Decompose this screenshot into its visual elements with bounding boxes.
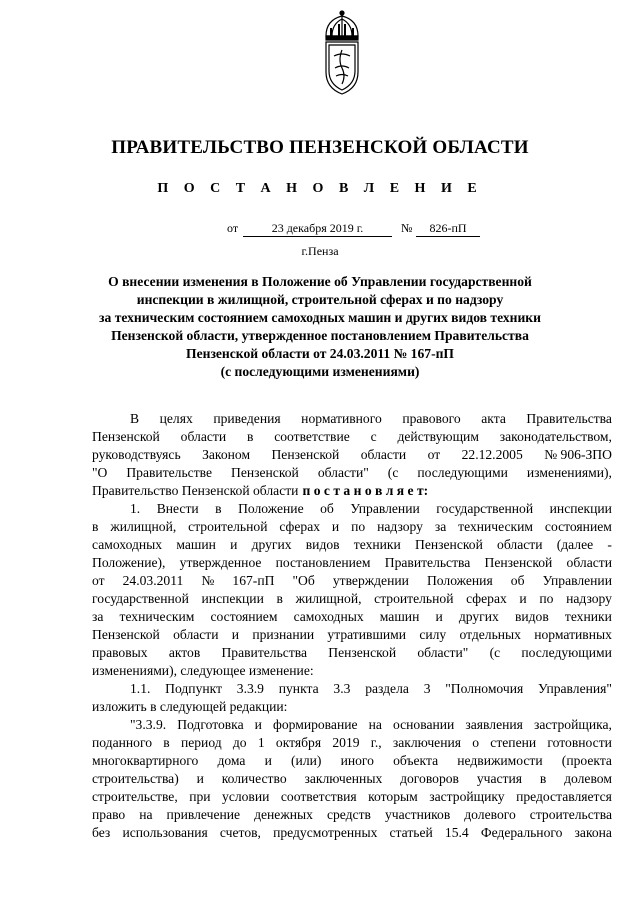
body-word: Законом	[202, 447, 251, 462]
body-word: и	[435, 609, 443, 624]
body-word: строительства	[529, 807, 612, 822]
body-word: и	[230, 537, 238, 552]
body-word: Положение),	[92, 555, 166, 570]
body-word: соответствие	[274, 429, 350, 444]
body-word: Управлении	[542, 573, 612, 588]
body-word: Управления"	[538, 681, 612, 696]
body-line	[92, 626, 612, 644]
body-word: самоходных	[293, 609, 364, 624]
body-word: условии	[222, 789, 270, 804]
body-word: актов	[168, 645, 201, 660]
body-word: и	[254, 717, 262, 732]
body-word: строительстве,	[92, 789, 178, 804]
body-word: иного	[340, 753, 374, 768]
body-word: целях	[159, 411, 193, 426]
body-word: нормативного	[301, 411, 382, 426]
body-line	[92, 428, 612, 446]
body-word: на	[139, 807, 153, 822]
body-word: и	[264, 753, 272, 768]
body-word: видов	[514, 609, 549, 624]
body-word: степени	[490, 735, 537, 750]
body-word: других	[458, 609, 499, 624]
body-word: Пензенской	[484, 555, 553, 570]
body-word: видов	[305, 537, 340, 552]
body-line	[92, 644, 612, 662]
body-word: многоквартирного	[92, 753, 199, 768]
body-line	[92, 410, 612, 428]
body-word: 2019	[332, 735, 360, 750]
body-word: до	[232, 735, 247, 750]
body-word: №	[201, 573, 215, 588]
body-word: (с	[489, 645, 501, 660]
body-word: сферах	[279, 519, 321, 534]
body-word: участников	[384, 807, 451, 822]
body-word: количество	[221, 771, 287, 786]
body-word: области	[360, 447, 407, 462]
body-word: заключения	[392, 735, 461, 750]
body-word: Правительства	[384, 555, 471, 570]
document-type: П О С Т А Н О В Л Е Н И Е	[157, 181, 483, 196]
body-word: инспекции	[201, 591, 264, 606]
body-word: действующим	[397, 429, 479, 444]
body-word: долевом	[564, 771, 612, 786]
body-word: в	[163, 735, 170, 750]
body-word: государственной	[92, 591, 189, 606]
body-line	[92, 500, 612, 518]
body-word: правовых	[92, 645, 148, 660]
body-word: надзору	[377, 519, 423, 534]
body-word: строительной	[374, 591, 454, 606]
body-word: 167-пП	[232, 573, 275, 588]
body-word: техническим	[458, 519, 534, 534]
body-word: договоров	[400, 771, 459, 786]
body-word: Пензенской	[92, 627, 160, 642]
body-word: В	[130, 411, 140, 426]
body-word: в	[276, 591, 283, 606]
body-word: Положение	[238, 501, 304, 516]
body-word: № 906-ЗПО	[544, 447, 612, 462]
body-word: области"	[417, 645, 469, 660]
body-word: и	[519, 591, 527, 606]
body-word: Пензенской	[231, 465, 299, 480]
body-word: 3.3	[333, 681, 351, 696]
body-word: утратившими	[327, 627, 407, 642]
body-word: участия	[476, 771, 522, 786]
organization-title: ПРАВИТЕЛЬСТВО ПЕНЗЕНСКОЙ ОБЛАСТИ	[111, 137, 529, 158]
subject-line: Пензенской области от 24.03.2011 № 167-пП	[186, 346, 454, 361]
body-word: от	[92, 573, 105, 588]
body-word: "О	[92, 465, 108, 480]
body-word: 24.03.2011	[122, 573, 184, 588]
number-prefix: №	[401, 221, 413, 235]
body-word: инспекции	[549, 501, 612, 516]
body-text-run: Правительство Пензенской области	[92, 483, 299, 498]
body-word: сферах	[466, 591, 507, 606]
body-word: жилищной,	[295, 591, 362, 606]
body-line	[92, 680, 612, 698]
body-word: жилищной,	[110, 519, 177, 534]
body-word: руководствуясь	[92, 447, 181, 462]
body-word: Подпункт	[165, 681, 223, 696]
body-word: строительства)	[92, 771, 179, 786]
body-word: Федерального	[480, 825, 563, 840]
body-word: статьей	[389, 825, 433, 840]
body-word: Подготовка	[177, 717, 244, 732]
body-word: техники	[564, 609, 612, 624]
document-date: 23 декабря 2019 г.	[243, 221, 392, 237]
body-word: о	[472, 735, 480, 750]
coat-of-arms-emblem	[318, 10, 366, 96]
subject-line: Пензенской области, утвержденное постановлением Правительства	[111, 328, 529, 343]
body-word: и	[331, 519, 340, 534]
body-line	[92, 770, 612, 788]
body-word: техническим	[119, 609, 195, 624]
body-word: области	[180, 429, 227, 444]
body-word: предусмотренных	[273, 825, 378, 840]
body-word: других	[251, 537, 292, 552]
body-word: соответствия	[280, 789, 357, 804]
body-word: 3.3.9	[236, 681, 264, 696]
body-word: состоянием	[544, 519, 612, 534]
body-word: готовности	[547, 735, 612, 750]
body-word: использования	[122, 825, 208, 840]
body-line	[92, 734, 612, 752]
body-word: области"	[317, 465, 369, 480]
body-line	[92, 662, 612, 680]
body-word: в	[246, 429, 254, 444]
body-word: утвержденное	[179, 555, 262, 570]
body-word: 22.12.2005	[461, 447, 523, 462]
body-word: правового	[402, 411, 461, 426]
body-line	[92, 824, 612, 842]
body-word: поданного	[92, 735, 153, 750]
body-word: предоставляется	[516, 789, 612, 804]
body-word: 1	[257, 735, 265, 750]
body-word: недвижимости	[457, 753, 543, 768]
body-word: 3	[423, 681, 431, 696]
date-number-row	[0, 221, 640, 239]
body-word: 1.	[130, 501, 141, 516]
body-word: с	[370, 429, 377, 444]
body-word: (далее	[556, 537, 594, 552]
body-line	[92, 806, 612, 824]
body-word: на	[368, 717, 382, 732]
body-word: период	[180, 735, 222, 750]
body-word: закона	[574, 825, 612, 840]
body-word: счетов,	[219, 825, 261, 840]
body-word: последующими	[417, 465, 508, 480]
document-subject	[80, 273, 560, 381]
body-text-run: изложить в следующей редакции:	[92, 699, 288, 714]
body-line	[92, 788, 612, 806]
body-word: 15.4	[444, 825, 469, 840]
body-word: акта	[481, 411, 506, 426]
body-word: Правительства	[221, 645, 308, 660]
body-word: "Об	[292, 573, 315, 588]
document-number: 826-пП	[416, 221, 480, 237]
body-word: формирование	[273, 717, 358, 732]
body-word: Пензенской	[415, 537, 483, 552]
body-line	[92, 446, 612, 464]
body-word: техники	[353, 537, 401, 552]
body-line	[92, 608, 612, 626]
body-word: денежных	[254, 807, 313, 822]
body-word: области	[566, 555, 612, 570]
body-word: по	[539, 591, 554, 606]
body-word: последующими	[521, 645, 612, 660]
body-word: Пензенской	[328, 645, 397, 660]
body-word: состоянием	[210, 609, 278, 624]
body-word: г.,	[370, 735, 382, 750]
body-line	[92, 464, 612, 482]
body-line	[92, 482, 612, 500]
body-word: нормативных	[534, 627, 612, 642]
body-word: изменениями),	[526, 465, 612, 480]
body-word: за	[434, 519, 447, 534]
body-word: Положения	[426, 573, 493, 588]
body-word: долевого	[464, 807, 516, 822]
body-word: при	[189, 789, 211, 804]
subject-line: инспекции в жилищной, строительной сферах и по надзору	[136, 292, 504, 307]
body-line	[92, 752, 612, 770]
body-line	[92, 698, 612, 716]
body-line	[92, 590, 612, 608]
body-word: 1.1.	[130, 681, 151, 696]
city-name: г.Пенза	[301, 244, 339, 258]
body-word: "3.3.9.	[130, 717, 167, 732]
body-word: октября	[275, 735, 322, 750]
body-word: раздела	[365, 681, 409, 696]
body-word: дома	[217, 753, 246, 768]
body-word: средств	[326, 807, 371, 822]
body-word: машин	[379, 609, 420, 624]
body-word: и	[231, 627, 240, 642]
body-word: области	[173, 627, 219, 642]
body-word: (с	[387, 465, 399, 480]
body-word: заявления	[465, 717, 523, 732]
subject-line: за техническим состоянием самоходных машин и других видов техники	[99, 310, 541, 325]
body-word: пункта	[278, 681, 319, 696]
date-prefix: от	[227, 221, 239, 235]
body-word: в	[215, 501, 222, 516]
body-word: и	[196, 771, 204, 786]
body-word: постановлением	[275, 555, 371, 570]
body-word: от	[427, 447, 441, 462]
body-text-run: изменениями), следующее изменение:	[92, 663, 314, 678]
body-word: Управлении	[350, 501, 420, 516]
body-word: объекта	[393, 753, 439, 768]
body-word: самоходных	[92, 537, 163, 552]
body-word: Правительстве	[126, 465, 213, 480]
body-line	[92, 518, 612, 536]
body-word: по	[351, 519, 366, 534]
body-word: законодательством,	[499, 429, 612, 444]
body-word: Правительства	[526, 411, 612, 426]
body-word: без	[92, 825, 111, 840]
body-word: Внести	[156, 501, 199, 516]
body-word: застройщику	[429, 789, 505, 804]
body-word: основании	[392, 717, 455, 732]
body-word: признании	[252, 627, 315, 642]
body-word: застройщика,	[533, 717, 612, 732]
body-line	[92, 536, 612, 554]
body-line	[92, 716, 612, 734]
body-word: (проекта	[561, 753, 612, 768]
body-word: государственной	[436, 501, 534, 516]
body-word: об	[510, 573, 525, 588]
body-word: об	[320, 501, 334, 516]
body-word: заключенных	[304, 771, 383, 786]
body-word: в	[92, 519, 99, 534]
body-word: приведения	[213, 411, 281, 426]
body-word: области	[497, 537, 543, 552]
body-word: привлечение	[166, 807, 241, 822]
body-word: Пензенской	[271, 447, 340, 462]
body-word: которым	[368, 789, 418, 804]
body-word: машин	[176, 537, 216, 552]
body-word: -	[607, 537, 612, 552]
body-word: отдельных	[459, 627, 521, 642]
body-word: надзору	[566, 591, 612, 606]
body-word: (или)	[291, 753, 322, 768]
document-body	[92, 410, 612, 842]
body-line	[92, 572, 612, 590]
operative-verb: п о с т а н о в л я е т:	[302, 483, 429, 498]
subject-line: О внесении изменения в Положение об Управлении государственной	[108, 274, 532, 289]
body-word: строительной	[188, 519, 268, 534]
body-word: утверждении	[332, 573, 409, 588]
body-word: силу	[419, 627, 447, 642]
body-word: за	[92, 609, 104, 624]
body-word: в	[539, 771, 547, 786]
body-word: "Полномочия	[445, 681, 524, 696]
body-word: право	[92, 807, 126, 822]
body-word: Пензенской	[92, 429, 160, 444]
subject-line: (с последующими изменениями)	[220, 364, 420, 379]
body-line	[92, 554, 612, 572]
